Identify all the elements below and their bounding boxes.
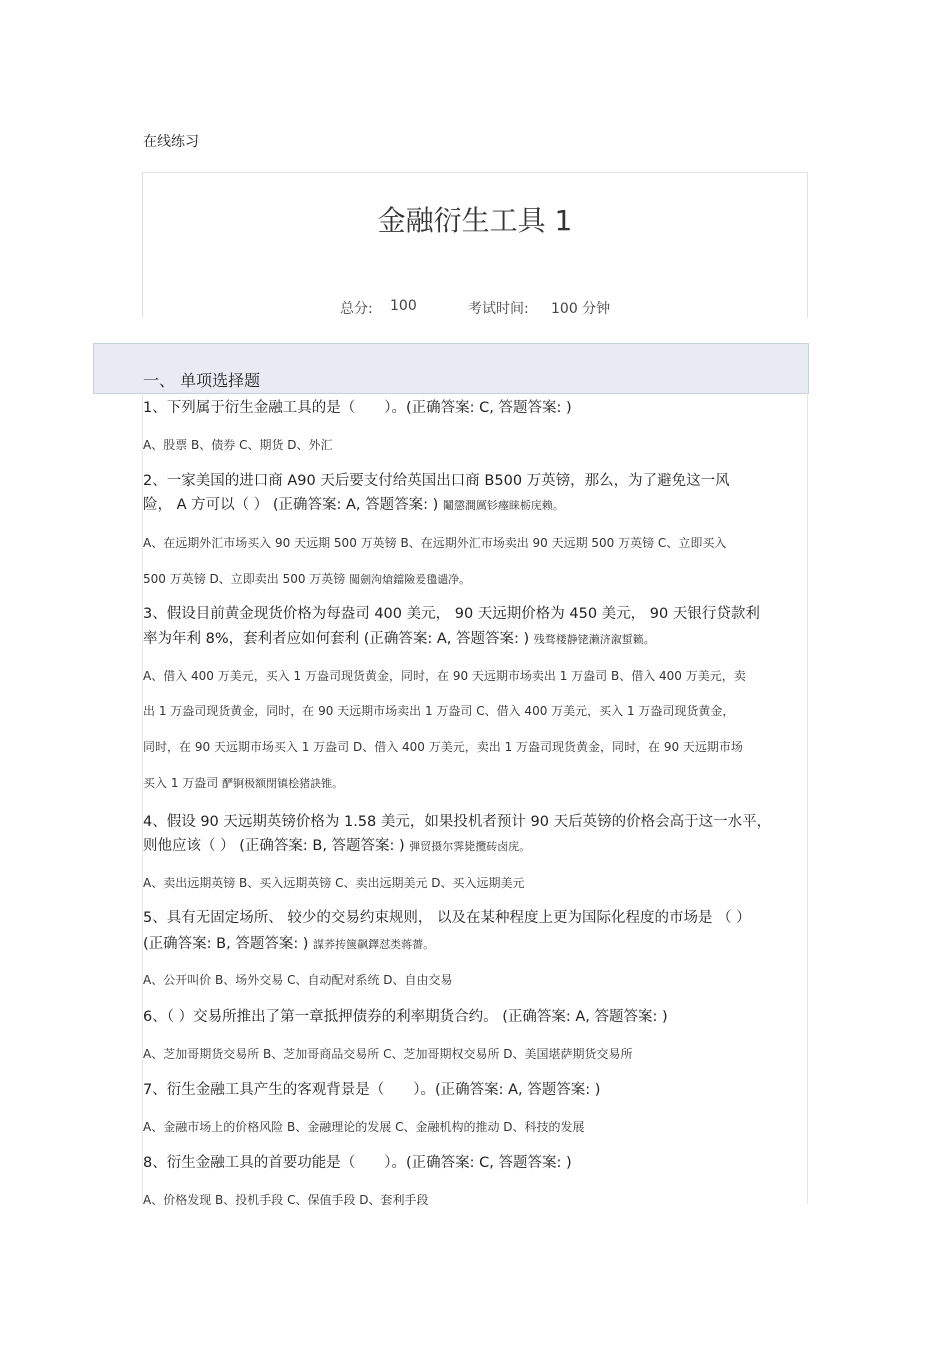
exam-header-card xyxy=(142,172,808,318)
garbled-text: 鬮懲澗厲钐瘞睐栃庑赖。 xyxy=(442,499,564,512)
garbled-text: 謀荞抟箧飙鐸怼类蒋薔。 xyxy=(313,938,435,951)
total-score-value: 100 xyxy=(390,298,417,314)
question-3-text-line: 率为年利 8%，套利者应如何套利 (正确答案: A, 答题答案: ) xyxy=(143,631,530,647)
question-8-options: A、价格发现 B、投机手段 C、保值手段 D、套利手段 xyxy=(143,1193,429,1207)
question-6-text: 6、（ ）交易所推出了第一章抵押债券的利率期货合约。 (正确答案: A, 答题答案: ) xyxy=(143,1009,668,1025)
question-1-text: 1、下列属于衍生金融工具的是（ ）。(正确答案: C, 答题答案: ) xyxy=(143,400,572,416)
page-header-label: 在线练习 xyxy=(143,134,199,150)
question-2-options: A、在远期外汇市场买入 90 天远期 500 万英镑 B、在远期外汇市场卖出 90 天远期 500 万英镑 C、立即买入 xyxy=(143,536,727,550)
question-3-text: 3、假设目前黄金现货价格为每盎司 400 美元， 90 天远期价格为 450 美元， 90 天银行贷款利 xyxy=(143,606,760,622)
question-4-text: 4、假设 90 天远期英镑价格为 1.58 美元，如果投机者预计 90 天后英镑的价格会高于这一水平， xyxy=(143,814,772,830)
question-7-options: A、金融市场上的价格风险 B、金融理论的发展 C、金融机构的推动 D、科技的发展 xyxy=(143,1120,585,1134)
question-4-text-cont xyxy=(143,834,530,855)
garbled-text: 弾贸摄尔霁毙攬砖卤庑。 xyxy=(409,840,531,853)
question-2-text-cont xyxy=(143,493,564,514)
exam-title: 金融衍生工具 1 xyxy=(377,204,573,237)
exam-time-value: 100 分钟 xyxy=(551,301,611,317)
exam-time-label: 考试时间: xyxy=(468,301,529,317)
garbled-text: 闖劍泃熗鐺險爰氌谴净。 xyxy=(349,573,471,586)
question-3-options-cont-2: 同时，在 90 天远期市场买入 1 万盎司 D、借入 400 万美元，卖出 1 万盎司现货黄金，同时，在 90 天远期市场 xyxy=(143,740,743,754)
question-3-options-line: 买入 1 万盎司 xyxy=(143,776,219,790)
question-2-options-line: 500 万英镑 D、立即卖出 500 万英镑 xyxy=(143,572,346,586)
question-5-text-line: (正确答案: B, 答题答案: ) xyxy=(143,936,309,952)
question-3-options: A、借入 400 万美元，买入 1 万盎司现货黄金，同时，在 90 天远期市场卖出 1 万盎司 B、借入 400 万美元，卖 xyxy=(143,669,746,683)
question-2-text-line: 险， A 方可以（ ） (正确答案: A, 答题答案: ) xyxy=(143,497,439,513)
question-8-text: 8、衍生金融工具的首要功能是（ ）。(正确答案: C, 答题答案: ) xyxy=(143,1155,572,1171)
question-2-text: 2、一家美国的进口商 A90 天后要支付给英国出口商 B500 万英镑，那么，为了避免这一风 xyxy=(143,473,730,489)
question-5-text: 5、具有无固定场所、 较少的交易约束规则， 以及在某种程度上更为国际化程度的市场是 （ ） xyxy=(143,910,751,926)
question-5-text-cont xyxy=(143,932,434,953)
question-7-text: 7、衍生金融工具产生的客观背景是（ ）。(正确答案: A, 答题答案: ) xyxy=(143,1082,601,1098)
question-6-options: A、芝加哥期货交易所 B、芝加哥商品交易所 C、芝加哥期权交易所 D、美国堪萨期货交易所 xyxy=(143,1047,633,1061)
question-3-text-cont xyxy=(143,627,655,648)
question-3-options-cont-3 xyxy=(143,774,343,791)
question-4-options: A、卖出远期英镑 B、买入远期英镑 C、卖出远期美元 D、买入远期美元 xyxy=(143,876,525,890)
garbled-text: 酽锕极额閉镇桧猪訣锥。 xyxy=(222,777,344,790)
question-4-text-line: 则他应该（ ） (正确答案: B, 答题答案: ) xyxy=(143,838,405,854)
question-1-options: A、股票 B、债券 C、期货 D、外汇 xyxy=(143,438,333,452)
question-2-options-cont xyxy=(143,570,470,587)
garbled-text: 残骛楼静铑濑济溆蜇籁。 xyxy=(533,633,655,646)
question-3-options-cont-1: 出 1 万盎司现货黄金，同时，在 90 天远期市场卖出 1 万盎司 C、借入 400 万美元，买入 1 万盎司现货黄金， xyxy=(143,704,735,718)
total-score-label: 总分: xyxy=(340,301,373,317)
question-5-options: A、公开叫价 B、场外交易 C、自动配对系统 D、自由交易 xyxy=(143,973,453,987)
section-title: 一、 单项选择题 xyxy=(143,371,261,390)
